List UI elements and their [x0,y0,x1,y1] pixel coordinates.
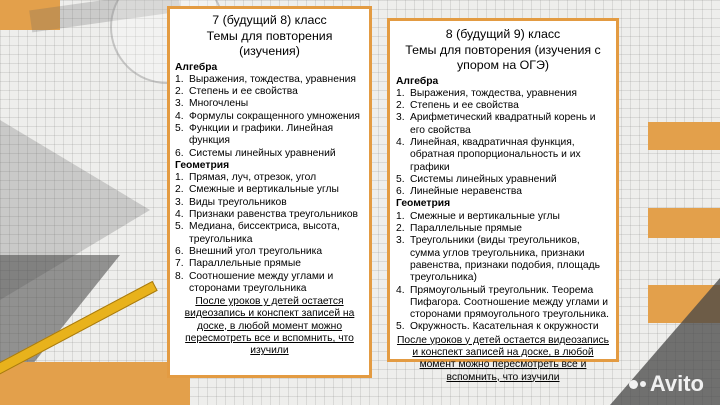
item-number: 1. [396,87,405,99]
item-text: Линейная, квадратичная функция, обратная пропорциональность и их графики [410,136,581,173]
list-item [175,98,364,110]
item-text: Линейные неравенства [410,186,522,198]
watermark-text: Avito [649,371,704,396]
topics-card-grade-7 [167,6,372,378]
item-number: 4. [396,136,405,148]
item-text: Многочлены [189,98,249,110]
note-text: После уроков у детей остается видеозапись и конспект записей на доске, в любой момент можно пересмотреть все и вспомнить, что изучили [396,334,609,383]
item-number: 2. [396,100,405,112]
geometry-list [396,211,610,334]
item-number: 4. [396,284,405,296]
list-item [396,112,610,137]
list-item [396,223,610,235]
list-item [175,74,364,86]
list-item [396,321,610,333]
item-text: Смежные и вертикальные углы [189,184,339,196]
item-number: 6. [396,186,405,198]
item-number: 7. [175,258,184,270]
list-item [396,174,610,186]
list-item [175,209,364,221]
item-text: Параллельные прямые [189,258,301,270]
list-item [175,258,364,270]
item-number: 3. [175,196,184,208]
item-text: Внешний угол треугольника [189,245,323,257]
list-item [396,211,610,223]
item-text: Системы линейных уравнений [189,147,336,159]
item-text: Соотношение между углами и сторонами треугольника [189,270,334,294]
list-item [175,197,364,209]
item-text: Прямая, луч, отрезок, угол [189,172,317,184]
list-item [175,184,364,196]
algebra-list [396,88,610,199]
item-number: 4. [175,209,184,221]
item-number: 4. [175,110,184,122]
item-number: 3. [396,112,405,124]
item-text: Формулы сокращенного умножения [189,110,360,122]
list-item [396,235,610,284]
list-item [396,100,610,112]
item-number: 3. [175,98,184,110]
item-number: 2. [175,184,184,196]
list-item [396,186,610,198]
item-text: Системы линейных уравнений [410,173,557,185]
item-number: 6. [175,245,184,257]
list-item [396,88,610,100]
item-number: 1. [175,73,184,85]
item-text: Функции и графики. Линейная функция [189,122,334,147]
item-number: 6. [175,147,184,159]
topics-card-grade-8 [387,18,619,383]
item-text: Выражения, тождества, уравнения [189,73,356,85]
decor-orange-block [648,122,720,150]
algebra-list [175,74,364,160]
list-item [175,271,364,296]
note-text: После уроков у детей остается видеозапись и конспект записей на доске, в любой момент можно пересмотреть все и вспомнить, что изучили [184,296,355,357]
item-text: Прямоугольный треугольник. Теорема Пифагора. Соотношение между углами и сторонами прямоугольного треугольника. [410,284,609,321]
item-number: 5. [175,221,184,233]
item-number: 1. [396,210,405,222]
item-number: 5. [396,321,405,333]
item-text: Арифметический квадратный корень и его свойства [410,112,596,136]
item-number: 2. [175,86,184,98]
list-item [175,221,364,246]
algebra-heading: Алгебра [396,75,439,87]
item-number: 2. [396,223,405,235]
avito-watermark [629,371,704,397]
item-text: Медиана, биссектриса, высота, треугольника [189,221,340,245]
item-text: Параллельные прямые [410,223,522,235]
list-item [396,285,610,322]
list-item [175,246,364,258]
list-item [175,86,364,98]
item-number: 3. [396,235,405,247]
item-number: 5. [396,173,405,185]
item-text: Степень и ее свойства [410,100,519,112]
list-item [175,111,364,123]
list-item [396,137,610,174]
list-item [175,123,364,148]
avito-logo-icon [629,380,646,389]
list-item [175,172,364,184]
geometry-heading: Геометрия [396,198,451,210]
item-number: 8. [175,270,184,282]
decor-orange-block [0,362,190,405]
item-text: Виды треугольников [189,196,287,208]
item-text: Признаки равенства треугольников [189,209,359,221]
item-text: Окружность. Касательная к окружности [410,321,599,333]
card-title: 8 (будущий 9) класс Темы для повторения (изучения с упором на ОГЭ) [405,27,601,72]
geometry-heading: Геометрия [175,159,230,171]
geometry-list [175,172,364,295]
item-number: 1. [175,172,184,184]
algebra-heading: Алгебра [175,61,218,73]
item-number: 5. [175,122,184,134]
item-text: Выражения, тождества, уравнения [410,87,577,99]
item-text: Степень и ее свойства [189,86,298,98]
list-item [175,148,364,160]
item-text: Треугольники (виды треугольников, сумма углов треугольника, признаки равенства, признаки подобия, площадь треугольника) [410,235,600,284]
decor-orange-block [648,208,720,238]
item-text: Смежные и вертикальные углы [410,210,560,222]
card-title: 7 (будущий 8) класс Темы для повторения (изучения) [206,13,333,58]
